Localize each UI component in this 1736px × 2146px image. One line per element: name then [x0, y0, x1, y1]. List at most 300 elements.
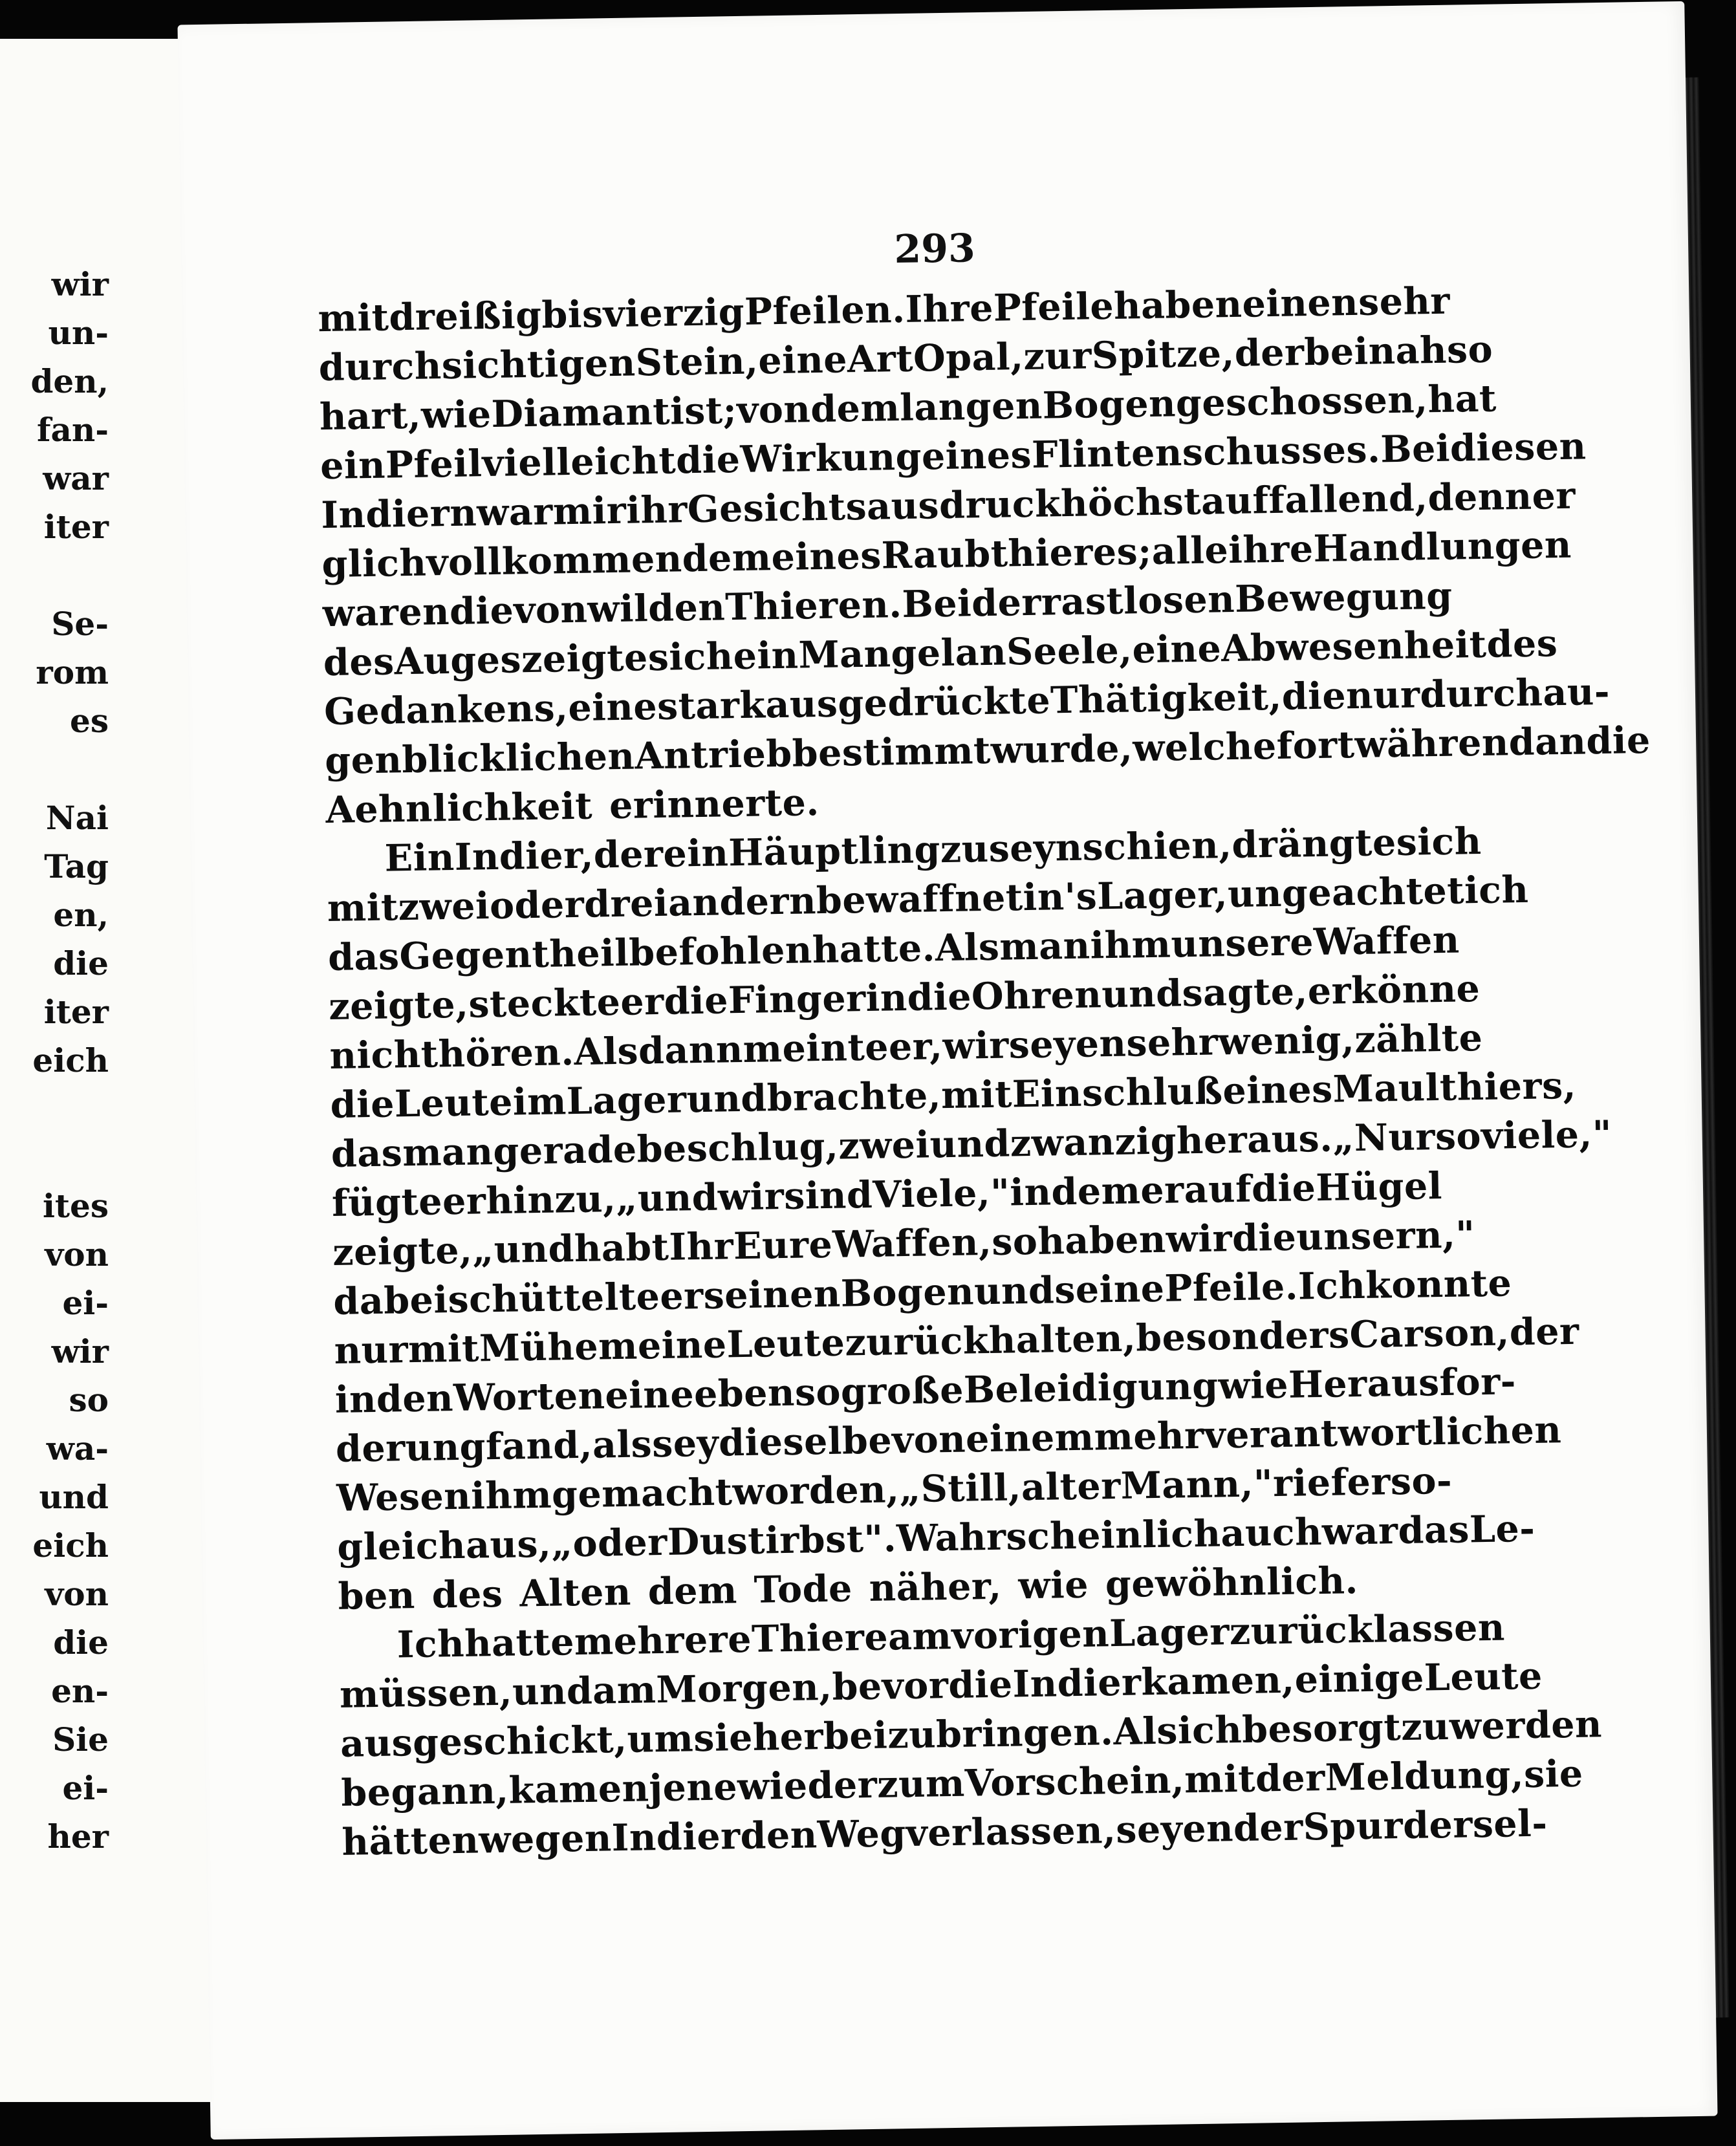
left-page-line-end: Sie — [52, 1720, 109, 1759]
word: um — [627, 1717, 694, 1761]
word: waren — [322, 590, 450, 636]
word: an — [1534, 719, 1587, 764]
word: fand, — [485, 1423, 593, 1469]
left-page-line-end: ei- — [62, 1284, 109, 1322]
word: sey — [651, 1421, 719, 1466]
word: ben — [338, 1574, 416, 1618]
word: ihre — [1228, 527, 1314, 572]
word: schien, — [1082, 823, 1233, 869]
word: einen — [1241, 280, 1359, 326]
word: Mann," — [1120, 1462, 1274, 1508]
word: Meldung, — [1325, 1753, 1524, 1799]
left-page-line-end: die — [53, 1623, 109, 1662]
word: Weg — [817, 1812, 907, 1857]
word: näher, — [869, 1564, 1003, 1610]
word: besonders — [1135, 1313, 1351, 1360]
word: mit — [407, 1327, 480, 1372]
left-page-line-end: so — [69, 1381, 109, 1419]
word: wie — [1218, 1363, 1289, 1408]
word: „Still, — [898, 1466, 1022, 1512]
word: bevor — [831, 1664, 949, 1709]
word: eine — [1132, 627, 1222, 672]
word: dem — [810, 386, 900, 431]
word: die — [1281, 674, 1347, 719]
word: Ich — [1297, 1263, 1366, 1308]
word: Stein, — [635, 339, 759, 385]
word: erinnerte. — [609, 781, 820, 828]
word: nur — [1345, 673, 1420, 718]
word: Herausfor- — [1288, 1360, 1517, 1407]
word: dersel- — [1402, 1801, 1548, 1848]
word: ihm — [1090, 922, 1171, 968]
word: die — [449, 589, 514, 634]
word: Pfeile — [993, 284, 1114, 330]
word: von — [736, 387, 811, 432]
word: durchsichtigen — [318, 341, 636, 390]
word: Abwesenheit — [1221, 622, 1488, 671]
word: Bogen — [840, 1270, 975, 1316]
word: habt — [574, 1225, 669, 1271]
word: der — [1255, 1755, 1326, 1801]
word: meine — [598, 1323, 728, 1369]
word: auf — [1184, 1167, 1252, 1212]
word: Indier — [611, 1814, 741, 1860]
word: zu — [940, 827, 990, 872]
word: Indiern — [320, 491, 477, 537]
word: indem — [1009, 1169, 1141, 1215]
word: zeigte — [521, 636, 649, 682]
left-page-line-end: wir — [51, 1332, 109, 1371]
word: wir — [717, 1174, 785, 1219]
word: so — [794, 1370, 841, 1414]
word: Art — [847, 336, 914, 382]
word: zweiundzwanzig — [838, 1119, 1177, 1168]
word: oder — [489, 882, 585, 928]
word: hören. — [438, 1030, 575, 1076]
word: eben — [693, 1371, 796, 1416]
word: genblicklichen — [324, 734, 635, 783]
word: dem — [682, 536, 772, 581]
word: verantwortlichen — [1204, 1408, 1562, 1457]
word: andern — [667, 879, 817, 925]
word: eine — [757, 338, 848, 383]
word: die — [675, 437, 741, 482]
word: Viele," — [872, 1171, 1010, 1217]
word: Flintenschusses. — [1031, 428, 1381, 477]
word: so — [1435, 1114, 1482, 1159]
word: auch — [1220, 1510, 1323, 1555]
left-page-line-end: eich — [32, 1526, 109, 1565]
word: und — [973, 1268, 1055, 1314]
word: auffallend, — [1200, 476, 1429, 523]
left-page-line-end: von — [45, 1235, 109, 1274]
word: Bei — [902, 581, 972, 627]
left-page-line-end: iter — [43, 508, 109, 546]
word: zeigte, — [332, 1228, 473, 1274]
word: müssen, — [339, 1670, 513, 1717]
left-page-line-end: Se- — [51, 605, 109, 643]
word: unsern," — [1296, 1213, 1476, 1259]
word: gewöhnlich. — [1105, 1559, 1359, 1607]
word: sich — [1396, 819, 1482, 865]
word: zurückhalten, — [844, 1316, 1136, 1365]
word: Mühe — [479, 1325, 599, 1371]
word: er — [659, 1274, 704, 1319]
word: er — [1532, 473, 1576, 518]
word: wenig, — [1217, 1018, 1355, 1064]
word: durch — [1419, 671, 1543, 717]
word: sie — [1523, 1751, 1584, 1797]
word: meinte — [743, 1025, 889, 1071]
word: mit — [318, 296, 389, 341]
word: konnte — [1365, 1261, 1512, 1307]
word: das — [331, 1131, 403, 1176]
word: Du — [667, 1519, 728, 1564]
word: zurücklassen — [1229, 1605, 1506, 1654]
word: dreißig — [388, 293, 543, 340]
word: des — [431, 1572, 503, 1617]
word: befohlen — [628, 928, 813, 975]
word: hinzu, — [485, 1177, 617, 1223]
word: seyen — [1008, 1021, 1127, 1067]
word: mehr — [1094, 1413, 1205, 1459]
word: so — [991, 1219, 1038, 1264]
word: Auges — [394, 638, 522, 684]
word: Aehnlichkeit — [325, 784, 593, 832]
word: Wahrscheinlich — [896, 1512, 1222, 1561]
word: sehr — [1125, 1020, 1219, 1065]
word: Ohren — [971, 973, 1102, 1019]
word: sagte, — [1182, 970, 1308, 1015]
word: vorigen — [951, 1612, 1110, 1658]
word: diesen — [1449, 424, 1587, 470]
word: hart, — [319, 393, 422, 439]
left-page-line-end: wir — [51, 265, 109, 303]
word: gemacht — [551, 1470, 733, 1517]
word: Lager — [1109, 1610, 1230, 1656]
word: sind — [783, 1173, 873, 1218]
word: Mangel — [798, 631, 956, 677]
word: bis — [541, 292, 604, 337]
word: zwei — [398, 884, 490, 929]
word: alle — [1151, 528, 1229, 573]
word: zählte — [1354, 1016, 1483, 1062]
left-page-line-end: rom — [36, 653, 109, 691]
word: die — [948, 1662, 1014, 1707]
word: fortwährend — [1276, 720, 1535, 768]
word: eines — [921, 433, 1032, 479]
page-number: 293 — [893, 226, 976, 273]
word: viele," — [1481, 1112, 1612, 1158]
word: zu — [1400, 1704, 1450, 1750]
word: Ich — [396, 1621, 465, 1667]
word: rastlosen — [1041, 577, 1235, 624]
word: den — [740, 1813, 818, 1858]
word: das — [327, 935, 400, 980]
word: Bewegung — [1234, 574, 1453, 621]
word: Seele, — [1006, 628, 1133, 674]
word: haben — [1113, 282, 1243, 328]
word: „und — [472, 1227, 575, 1272]
word: „Nur — [1332, 1115, 1436, 1160]
word: ich — [1464, 867, 1529, 913]
word: sie — [693, 1715, 754, 1761]
word: hatte. — [812, 926, 936, 972]
word: „und — [615, 1175, 719, 1221]
word: in's — [1023, 874, 1098, 920]
left-page-line-end: war — [43, 459, 109, 497]
left-page-line-end: es — [70, 702, 109, 740]
word: ist; — [669, 388, 737, 433]
word: Hügel — [1315, 1164, 1443, 1210]
word: und — [512, 1669, 593, 1714]
word: drängte — [1231, 821, 1397, 867]
word: verlassen, — [906, 1808, 1116, 1856]
word: mit — [1184, 1757, 1256, 1802]
word: Lager, — [1096, 872, 1228, 918]
word: ein — [733, 633, 799, 678]
word: Wesen — [336, 1474, 472, 1520]
word: drei — [583, 881, 669, 926]
word: Leute — [1424, 1654, 1543, 1700]
word: man — [402, 1130, 494, 1175]
word: wieder — [737, 1762, 878, 1809]
word: Pfeilen. — [744, 287, 906, 334]
word: Maulthiers, — [1332, 1063, 1577, 1111]
word: besorgt — [1241, 1706, 1402, 1751]
word: seyn — [988, 825, 1083, 871]
word: mir — [552, 488, 627, 534]
left-page-line-end: ites — [42, 1187, 109, 1225]
word: der — [1233, 1805, 1304, 1850]
word: begann, — [340, 1768, 510, 1815]
word: er — [620, 979, 665, 1024]
word: so — [1446, 327, 1493, 372]
word: Spur — [1303, 1804, 1404, 1849]
word: und — [686, 1076, 768, 1122]
word: im — [512, 1079, 567, 1124]
word: glich — [321, 541, 427, 587]
word: Thieren. — [724, 583, 903, 629]
word: Antrieb — [634, 732, 793, 778]
left-page-line-end: un- — [48, 314, 109, 352]
word: könne — [1351, 967, 1481, 1013]
left-page-line-end: wa- — [46, 1429, 109, 1468]
word: er — [1307, 969, 1352, 1013]
word: die — [1251, 1166, 1316, 1211]
word: hätten — [342, 1818, 479, 1864]
word: zur — [1023, 334, 1092, 379]
word: ungeachtet — [1227, 869, 1465, 916]
word: die — [330, 1082, 395, 1127]
left-page-line-end: die — [53, 944, 109, 982]
word: ein — [320, 443, 386, 488]
word: fügte — [331, 1180, 443, 1225]
word: haben — [1037, 1217, 1167, 1263]
word: Ein — [384, 835, 455, 880]
word: Waffen, — [832, 1220, 992, 1266]
word: Einschluß — [1012, 1069, 1224, 1116]
word: von — [891, 1417, 966, 1462]
word: welche — [1132, 724, 1277, 770]
word: vielleicht — [481, 439, 677, 486]
word: gleich — [336, 1523, 466, 1569]
word: Pfeile. — [1164, 1264, 1299, 1310]
word: Worten — [453, 1374, 605, 1420]
word: hatte — [464, 1620, 575, 1665]
word: die — [1231, 1215, 1297, 1261]
word: zeigte, — [328, 982, 469, 1029]
word: nur — [334, 1328, 409, 1372]
word: und — [1101, 971, 1183, 1017]
left-page-line-end: ei- — [62, 1769, 109, 1807]
word: dabei — [332, 1278, 449, 1323]
word: wir — [942, 1023, 1010, 1068]
word: der — [971, 580, 1042, 625]
word: der — [1509, 1309, 1579, 1354]
word: einige — [1294, 1656, 1425, 1702]
word: Morgen, — [655, 1665, 833, 1712]
left-page-line-end: iter — [43, 993, 109, 1031]
word: sehr — [1358, 279, 1451, 324]
word: mit — [327, 885, 399, 931]
word: Bei — [1380, 426, 1451, 471]
word: wurde, — [990, 726, 1133, 772]
word: hat — [1427, 376, 1497, 422]
word: Diamant — [491, 389, 671, 436]
word: große — [840, 1368, 964, 1414]
word: man — [999, 924, 1091, 969]
word: mit — [940, 1072, 1013, 1118]
word: geschossen, — [1175, 378, 1429, 426]
word: von — [513, 587, 588, 633]
word: die — [907, 975, 972, 1019]
word: an — [955, 630, 1007, 675]
book-page — [177, 1, 1717, 2140]
word: bewaffnet — [816, 876, 1024, 923]
word: Als — [1112, 1709, 1178, 1754]
word: Pfeil — [385, 442, 483, 487]
word: er — [1347, 1460, 1391, 1504]
word: der — [1234, 331, 1305, 375]
word: Vorschein, — [964, 1758, 1185, 1805]
word: sich — [647, 634, 734, 680]
left-page-line-end: her — [47, 1817, 109, 1856]
word: Bogen — [1042, 382, 1177, 428]
word: jene — [648, 1765, 738, 1810]
word: das — [1398, 1508, 1470, 1553]
word: wilden — [587, 585, 726, 631]
word: wie — [420, 392, 492, 437]
word: Raubthieres; — [881, 529, 1153, 578]
word: beschlug, — [636, 1124, 839, 1171]
word: die — [664, 979, 729, 1023]
word: des — [1486, 622, 1558, 666]
word: seyen — [1115, 1806, 1234, 1852]
word: eine — [567, 684, 658, 730]
word: Eure — [733, 1222, 833, 1268]
word: vierzig — [603, 290, 745, 336]
word: brachte, — [766, 1074, 942, 1120]
word: Lager — [566, 1078, 687, 1123]
word: unsere — [1170, 920, 1314, 966]
word: Spitze, — [1091, 331, 1235, 378]
word: herbeizubringen. — [752, 1710, 1114, 1759]
word: Alsdann — [574, 1027, 744, 1074]
word: dem — [647, 1568, 738, 1614]
word: au- — [1542, 669, 1611, 715]
left-page-line-end: den, — [30, 362, 109, 400]
word: bestimmt — [792, 728, 992, 775]
word: wie — [1017, 1563, 1089, 1608]
word: Tode — [754, 1566, 853, 1612]
word: beinah — [1303, 328, 1448, 374]
word: den — [376, 1376, 454, 1421]
word: gerade — [492, 1127, 638, 1174]
word: ausgedrückte — [765, 678, 1051, 727]
word: er — [1140, 1168, 1185, 1213]
word: kamen — [508, 1766, 649, 1812]
word: er — [442, 1179, 486, 1224]
word: Als — [935, 925, 1000, 970]
word: stirbst". — [726, 1517, 897, 1563]
word: er, — [888, 1024, 944, 1069]
word: des — [323, 640, 395, 685]
word: Beleidigung — [963, 1364, 1219, 1412]
word: ich — [1177, 1707, 1242, 1753]
word: dieselbe — [718, 1418, 893, 1465]
word: war — [1321, 1509, 1399, 1554]
word: wir — [1166, 1217, 1233, 1261]
word: kamen, — [1140, 1658, 1296, 1704]
word: der — [593, 832, 664, 877]
word: Indier — [1012, 1660, 1142, 1706]
word: die — [1585, 718, 1651, 763]
word: ein — [662, 831, 729, 876]
word: Gegentheil — [398, 931, 629, 979]
word: Opal, — [913, 335, 1025, 380]
word: heraus. — [1176, 1116, 1334, 1163]
word: „oder — [550, 1520, 668, 1566]
word: Gesichtsausdruck — [687, 482, 1061, 532]
word: ihr — [625, 488, 688, 532]
word: in — [334, 1377, 377, 1422]
word: seine — [1054, 1266, 1165, 1312]
word: Wirkung — [739, 435, 922, 481]
left-page-line-end: Tag — [44, 847, 109, 885]
word: Ihre — [904, 286, 994, 331]
word: denn — [1427, 474, 1533, 520]
left-page-line-end: und — [39, 1478, 109, 1516]
word: Häuptling — [728, 828, 941, 875]
word: stark — [656, 683, 766, 728]
word: war — [476, 490, 554, 535]
word: eines — [771, 534, 882, 580]
word: ihm — [470, 1473, 552, 1518]
word: Thiere — [751, 1615, 889, 1661]
word: seinen — [703, 1272, 841, 1317]
word: eines — [1222, 1067, 1334, 1113]
word: als — [592, 1422, 653, 1467]
word: derung — [335, 1425, 486, 1471]
word: rief — [1272, 1460, 1348, 1506]
word: am — [592, 1668, 657, 1713]
left-page-line-end: fan- — [36, 411, 109, 449]
word: Carson, — [1349, 1310, 1510, 1357]
word: langen — [899, 384, 1043, 430]
left-page-line-end: von — [45, 1575, 109, 1613]
word: vollkommen — [426, 537, 683, 585]
